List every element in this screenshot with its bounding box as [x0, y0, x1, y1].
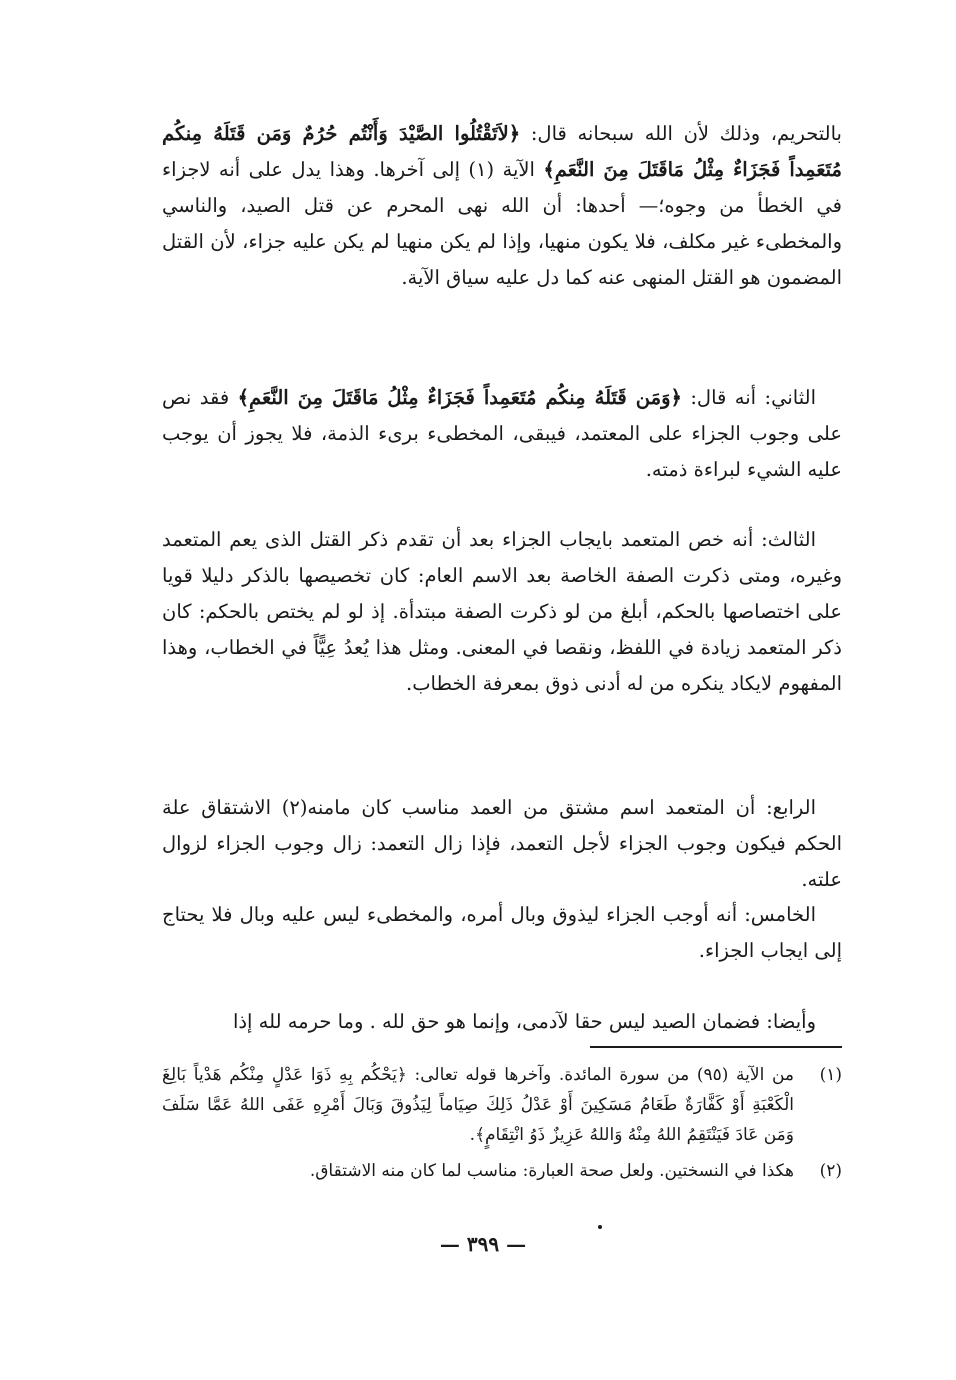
- quran-verse: ﴿لاَتَقْتُلُوا الصَّيْدَ وَأَنْتُم حُرُمٌ وَمَن قَتَلَهُ مِنكُم مُتَعَمِداً فَجَزَاءٌ مِثْلُ مَاقَتَلَ مِنَ النَّعَمِ﴾: [162, 122, 842, 181]
- quran-verse: ﴿وَمَن قَتَلَهُ مِنكُم مُتَعَمِداً فَجَزَاءٌ مِثْلُ مَاقَتَلَ مِنَ النَّعَمِ﴾: [237, 386, 682, 409]
- paragraph-text: الرابع: أن المتعمد اسم مشتق من العمد مناسب كان مامنه(٢) الاشتقاق علة الحكم فيكون وجوب الجزاء لأجل التعمد، فإذا زال التعمد: زال وجوب الجزاء لزوال علته.: [162, 796, 842, 891]
- paragraph-text: وأيضا: فضمان الصيد ليس حقا لآدمى، وإنما هو حق لله . وما حرمه لله إذا: [232, 1010, 816, 1033]
- paragraph-text: الثاني: أنه قال:: [681, 386, 816, 409]
- footnotes: [162, 1060, 842, 1192]
- paragraph-third-aspect: [162, 522, 842, 702]
- paragraph-second-aspect: [162, 380, 842, 488]
- paragraph-first-aspect: [162, 116, 842, 296]
- paragraph-text: فقد نص على وجوب الجزاء على المعتمد، فيبقى، المخطىء برىء الذمة، فلا يجوز أن يوجب عليه الشيء لبراءة ذمته.: [162, 386, 842, 481]
- paragraph-text: بالتحريم، وذلك لأن الله سبحانه قال:: [520, 122, 842, 145]
- footnote-text: هكذا في النسختين. ولعل صحة العبارة: مناسب لما كان منه الاشتقاق.: [309, 1161, 794, 1181]
- footnote-number: (٢): [819, 1161, 842, 1181]
- paragraph-fourth-aspect: [162, 790, 842, 898]
- stray-dot-mark: [598, 1225, 602, 1229]
- paragraph-text: الآية (١) إلى آخرها. وهذا يدل على أنه لاجزاء في الخطأ من وجوه؛— أحدها: أن الله نهى المحرم عن قتل الصيد، والناسي والمخطىء غير مكلف، فلا يكون منهيا، وإذا لم يكن منهيا لم يكن عليه جزاء، لأن القتل المضمون هو القتل المنهى عنه كما دل عليه سياق الآية.: [162, 158, 842, 289]
- paragraph-additionally: [162, 1004, 842, 1040]
- footnote-item: [162, 1060, 842, 1150]
- paragraph-text: الخامس: أنه أوجب الجزاء ليذوق وبال أمره، والمخطىء ليس عليه وبال فلا يحتاج إلى ايجاب الجزاء.: [162, 903, 842, 962]
- paragraph-fifth-aspect: [162, 897, 842, 969]
- page-number: — ٣٩٩ —: [439, 1232, 527, 1256]
- footnote-number: (١): [819, 1065, 842, 1085]
- footnote-item: [162, 1156, 842, 1186]
- paragraph-text: الثالث: أنه خص المتعمد بايجاب الجزاء بعد أن تقدم ذكر القتل الذى يعم المتعمد وغيره، ومتى ذكرت الصفة الخاصة بعد الاسم العام: كان تخصيصها بالذكر دليلا قويا على اختصاصها بالحكم، أبلغ من لو ذكرت الصفة مبتدأة. إذ لو لم يختص بالحكم: كان ذكر المتعمد زيادة في اللفظ، ونقصا في المعنى. ومثل هذا يُعدُ عِيًّاً في الخطاب، وهذا المفهوم لايكاد ينكره من له أدنى ذوق بمعرفة الخطاب.: [162, 528, 842, 695]
- footnote-text: من الآية (٩٥) من سورة المائدة. وآخرها قوله تعالى: ﴿يَحْكُم بِهِ ذَوَا عَدْلٍ مِنْكُم هَدْياً بَالِغَ الْكَعْبَةِ أَوْ كَفَّارَةٌ طَعَامُ مَسَكِينَ أَوْ عَدْلُ ذَلِكَ صِيَاماً لِيَذُوقَ وَبَالَ أَمْرِهِ عَفَى اللهُ عَمَّا سَلَفَ وَمَن عَادَ فَيَنْتَقِمُ اللهُ مِنْهُ وَاللهُ عَزِيزٌ ذَوُ انْتِقَامٍ﴾.: [162, 1065, 794, 1145]
- footnote-separator: [590, 1046, 842, 1048]
